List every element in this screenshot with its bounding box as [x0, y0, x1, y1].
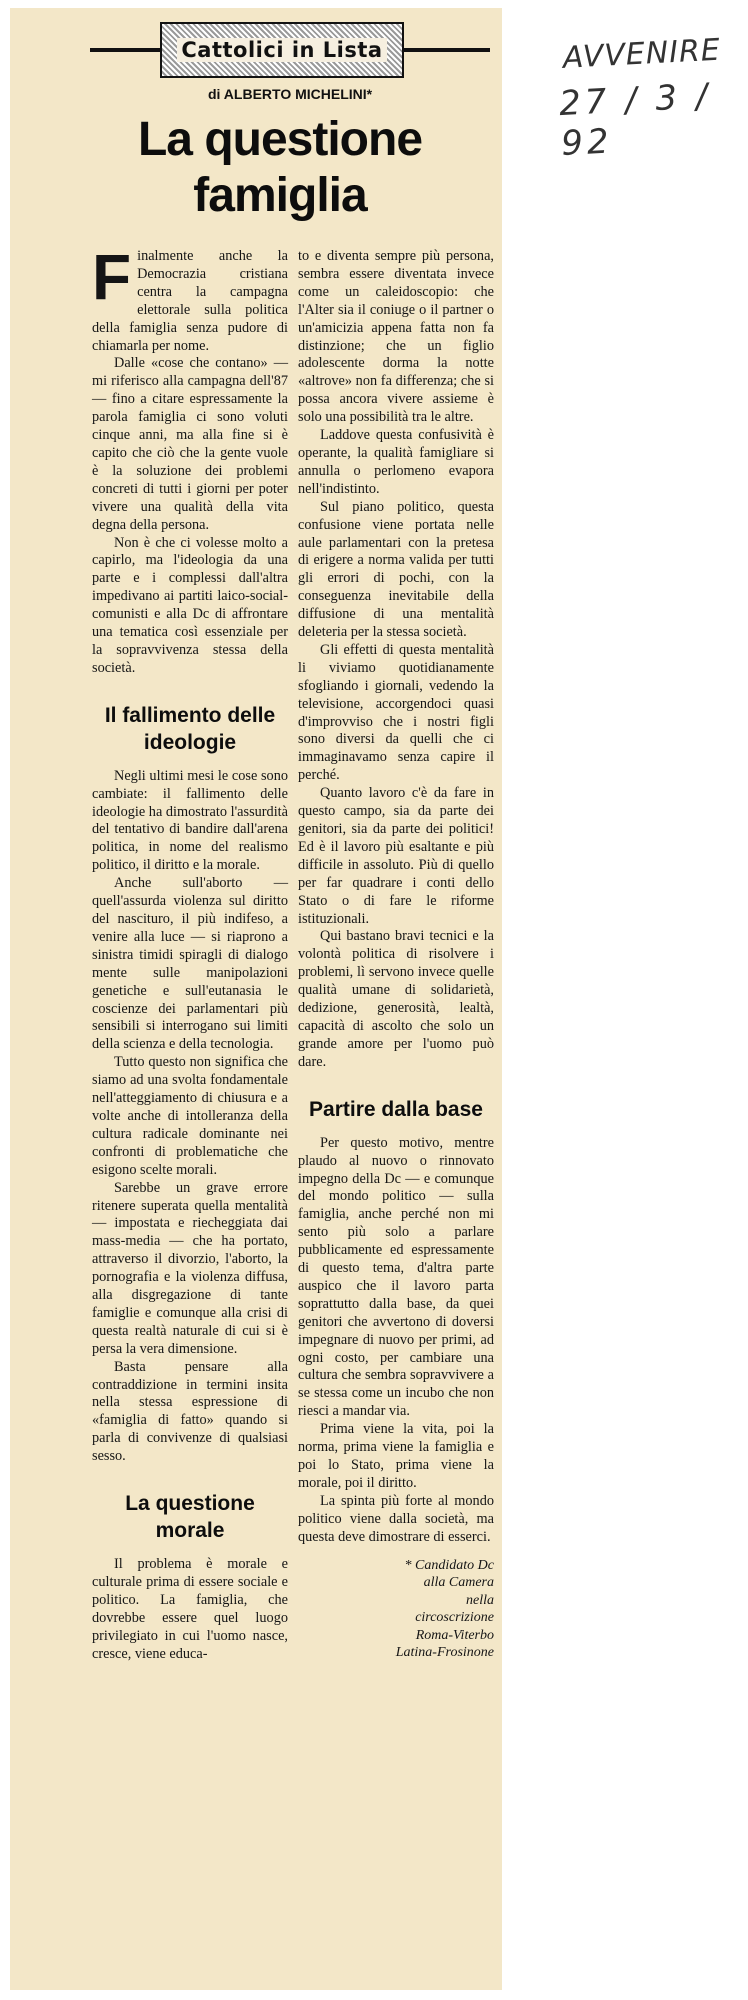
subheading: La questione morale	[125, 1492, 255, 1543]
subheading: Il fallimento delle ideologie	[104, 703, 276, 754]
headline: La questione famiglia	[137, 113, 423, 222]
article-paragraph: Quanto lavoro c'è da fare in questo campo, sia da parte dei genitori, sia da parte dei politici! Ed è il lavoro più esaltante e più difficile in assoluto. Più di quello per far quadrare i conti dello Stato o di fare le riforme istituzionali.	[298, 785, 494, 927]
article-paragraph: Anche sull'aborto — quell'assurda violenza sul diritto del nascituro, il più indifeso, a venire alla luce — si riaprono a sinistra timidi spiragli di dialogo mente sulle manipolazioni genetiche e sull'eutanasia le coscienze dei parlamentari più sensibili si interrogano sui limiti della scienza e della tecnologia.	[92, 875, 288, 1053]
handwritten-date: 27 / 3 / 92	[558, 76, 713, 165]
footnote-line: circoscrizione	[415, 1610, 494, 1626]
article-paragraph: Finalmente anche la Democrazia cristiana centra la campagna elettorale sulla politica della famiglia senza pudore di chiamarla per nome.	[92, 241, 288, 354]
rubric-header	[90, 14, 502, 70]
drop-cap: F	[92, 241, 132, 313]
article-paragraph: to e diventa sempre più persona, sembra essere diventata invece come un caleidoscopio: che l'Alter sia il coniuge o il partner o un'amicizia appena fatta non fa distinzione; che un figlio adolescente dorma la notte «altrove» non fa differenza; che si possa ancora vivere assieme è solo una possibilità tra le altre.	[298, 248, 494, 426]
article-paragraph: Il problema è morale e culturale prima di essere sociale e politico. La famiglia, che dovrebbe essere quel luogo privilegiato in cui l'uomo nasce, cresce, viene educa-	[92, 1556, 288, 1662]
rubric-box	[160, 22, 404, 78]
article-paragraph: Prima viene la vita, poi la norma, prima viene la famiglia e poi lo Stato, prima viene la morale, poi il diritto.	[298, 1421, 494, 1491]
footnote-line: alla Camera	[423, 1575, 494, 1591]
handwritten-newspaper-name: AVVENIRE	[561, 32, 722, 76]
author-footnote	[298, 1557, 494, 1662]
article-column-2	[298, 248, 494, 1662]
rubric-title: Cattolici in Lista	[177, 38, 386, 62]
article-paragraph: Tutto questo non significa che siamo ad una svolta fondamentale nell'atteggiamento di chiusura e a volte anche di intolleranza della cultura radicale dominante nei confronti di problematiche che esigono scelte morali.	[92, 1054, 288, 1178]
article-paragraph: La spinta più forte al mondo politico viene dalla società, ma questa deve dimostrare di esserci.	[298, 1492, 494, 1545]
article-paragraph: Basta pensare alla contraddizione in termini insita nella stessa espressione di «famiglia di fatto» quando si parla di convivenze di qualsiasi sesso.	[92, 1358, 288, 1465]
article-column-1	[92, 241, 288, 1664]
rubric-rule-left	[90, 48, 160, 52]
byline: di ALBERTO MICHELINI*	[208, 86, 373, 102]
article-paragraph: Dalle «cose che contano» — mi riferisco alla campagna dell'87 — fino a citare espressamente la parola famiglia ci sono voluti cinque anni, ma alla fine si è capito che ciò che la gente vuole è la soluzione dei problemi concreti di tutti i giorni per poter vivere una qualità della vita degna della persona.	[92, 355, 288, 533]
article-paragraph: Non è che ci volesse molto a capirlo, ma l'ideologia da una parte e i complessi dall'altra impedivano ai partiti laico-social-comunisti e alla Dc di affrontare una tematica così essenziale per la sopravvivenza stessa della società.	[92, 534, 288, 676]
subheading: Partire dalla base	[309, 1097, 483, 1121]
article-paragraph: Gli effetti di questa mentalità li viviamo quotidianamente sfogliando i giornali, vedendo la televisione, accorgendoci quasi d'improvviso che i nostri figli sono diversi da quelli che ci immaginavamo senza capire il perché.	[298, 641, 494, 784]
article-paragraph: Laddove questa confusività è operante, la qualità famigliare si annulla o perlomeno evapora nell'indistinto.	[298, 427, 494, 497]
footnote-line: * Candidato Dc	[404, 1557, 494, 1573]
footnote-line: Latina-Frosinone	[395, 1645, 494, 1661]
handwritten-note	[558, 31, 748, 165]
rubric-rule-right	[402, 48, 490, 52]
article-paragraph: Per questo motivo, mentre plaudo al nuovo o rinnovato impegno della Dc — e comunque del mondo politico — sulla famiglia, anche perché non mi sento più solo a parlare pubblicamente ed espressamente di questo tema, d'altra parte auspico che il lavoro parta soprattutto dalla base, da quei genitori che avvertono di doversi impegnare di nuovo per primi, ad ogni costo, per cambiare una cultura che sembra sopravvivere a se stessa come un incubo che non riesci a mandar via.	[298, 1134, 494, 1420]
article-paragraph: Negli ultimi mesi le cose sono cambiate: il fallimento delle ideologie ha dimostrato l'assurdità del tentativo di bandire dall'arena politica, in nome del realismo politico, il diritto e la morale.	[92, 767, 288, 874]
article-paragraph: Sarebbe un grave errore ritenere superata quella mentalità — impostata e riecheggiata dai mass-media — che ha portato, attraverso il divorzio, l'aborto, la pornografia e la violenza diffusa, alla disgregazione di tante famiglie e comunque alla crisi di questa realtà naturale di cui si è persa la vera dimensione.	[92, 1179, 288, 1357]
footnote-line: nella	[466, 1592, 494, 1608]
article-paragraph: Sul piano politico, questa confusione viene portata nelle aule parlamentari con la pretesa di erigere a norma valida per tutti gli errori di pochi, con la conseguenza inevitabile della diffusione di una mentalità deleteria per la stessa società.	[298, 498, 494, 641]
footnote-line: Roma-Viterbo	[415, 1627, 494, 1643]
article-paragraph: Qui bastano bravi tecnici e la volontà politica di risolvere i problemi, lì servono invece quelle qualità umane di solidarietà, dedizione, generosità, lealtà, capacità di ascolto che solo un grande amore per l'uomo può dare.	[298, 928, 494, 1070]
